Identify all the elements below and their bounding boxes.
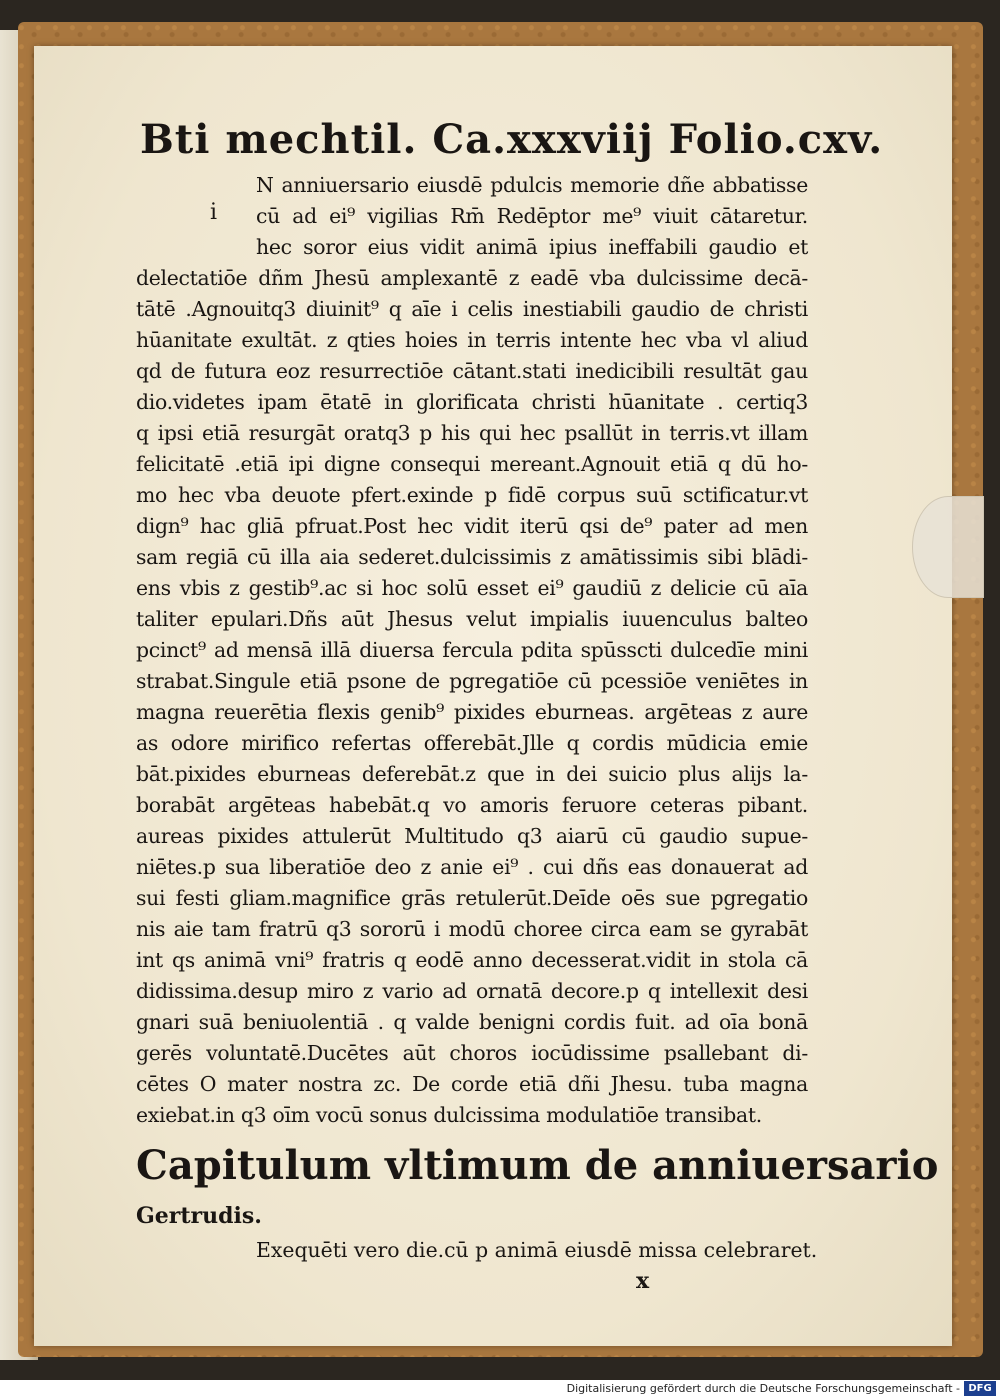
text-line: int qs animā vni⁹ fratris q eodē anno decesserat.vidit in stola cā <box>136 948 808 972</box>
text-line: borabāt argēteas habebāt.q vo amoris feruore ceteras pibant. <box>136 793 808 817</box>
text-line: delectatiōe dñm Jhesū amplexantē z eadē vba dulcissime decā- <box>136 266 808 290</box>
final-text-line: Exequēti vero die.cū p animā eiusdē missa celebraret. <box>256 1238 818 1262</box>
text-line: taliter epulari.Dñs aūt Jhesus velut impialis iuuenculus balteo <box>136 607 808 631</box>
text-line: dign⁹ hac gliā pfruat.Post hec vidit iterū qsi de⁹ pater ad men <box>136 514 808 538</box>
text-line: cētes O mater nostra zc. De corde etiā dñi Jhesu. tuba magna <box>136 1072 808 1096</box>
text-line: nis aie tam fratrū q3 sororū i modū choree circa eam se gyrabāt <box>136 917 808 941</box>
text-line: niētes.p sua liberatiōe deo z anie ei⁹ . cui dñs eas donauerat ad <box>136 855 808 879</box>
body-text <box>136 170 808 1131</box>
signature-mark: x <box>636 1268 650 1294</box>
text-line: mo hec vba deuote pfert.exinde p fidē corpus suū sctificatur.vt <box>136 483 808 507</box>
text-line: cū ad ei⁹ vigilias Rm̄ Redēptor me⁹ viuit cātaretur. <box>256 204 808 228</box>
text-line: dio.videtes ipam ētatē in glorificata christi hūanitate . certiq3 <box>136 390 808 414</box>
text-line: sui festi gliam.magnifice grās retulerūt.Deīde oēs sue pgregatio <box>136 886 808 910</box>
dfg-logo: DFG <box>964 1381 996 1396</box>
text-line: ens vbis z gestib⁹.ac si hoc solū esset ei⁹ gaudiū z delicie cū aīa <box>136 576 808 600</box>
drop-initial: i <box>210 200 218 225</box>
text-line: felicitatē .etiā ipi digne consequi mereant.Agnouit etiā q dū ho- <box>136 452 808 476</box>
text-line: q ipsi etiā resurgāt oratq3 p his qui hec psallūt in terris.vt illam <box>136 421 808 445</box>
text-line: gnari suā beniuolentiā . q valde benigni cordis fuit. ad oīa bonā <box>136 1010 808 1034</box>
text-line: hec soror eius vidit animā ipius ineffabili gaudio et <box>256 235 808 259</box>
chapter-subtitle: Gertrudis. <box>136 1203 262 1229</box>
text-line: exiebat.in q3 oīm vocū sonus dulcissima modulatiōe transibat. <box>136 1103 762 1127</box>
text-line: N anniuersario eiusdē pdulcis memorie dñe abbatisse <box>256 173 808 197</box>
text-line: qd de futura eoz resurrectiōe cātant.stati inedicibili resultāt gau <box>136 359 808 383</box>
text-line: strabat.Singule etiā psone de pgregatiōe cū pcessiōe veniētes in <box>136 669 808 693</box>
chapter-title: Capitulum vltimum de anniuersario <box>136 1142 939 1189</box>
text-line: as odore mirifico refertas offerebāt.Jlle q cordis mūdicia emie <box>136 731 808 755</box>
text-line: sam regiā cū illa aia sederet.dulcissimis z amātissimis sibi blādi- <box>136 545 808 569</box>
text-line: didissima.desup miro z vario ad ornatā decore.p q intellexit desi <box>136 979 808 1003</box>
page-clip <box>912 496 984 598</box>
running-header: Bti mechtil. Ca.xxxviij Folio.cxv. <box>140 116 884 163</box>
text-block <box>136 110 939 1295</box>
text-line: pcinct⁹ ad mensā illā diuersa fercula pdita spūsscti dulcedīe mini <box>136 638 808 662</box>
text-line: magna reuerētia flexis genib⁹ pixides eburneas. argēteas z aure <box>136 700 808 724</box>
text-line: gerēs voluntatē.Ducētes aūt choros iocūdissime psallebant di- <box>136 1041 808 1065</box>
text-line: aureas pixides attulerūt Multitudo q3 aiarū cū gaudio supue- <box>136 824 808 848</box>
text-line: bāt.pixides eburneas deferebāt.z que in dei suicio plus alijs la- <box>136 762 808 786</box>
footer-credit: Digitalisierung gefördert durch die Deutsche Forschungsgemeinschaft - <box>566 1382 960 1395</box>
text-line: tātē .Agnouitq3 diuinit⁹ q aīe i celis inestiabili gaudio de christi <box>136 297 808 321</box>
footer-bar <box>0 1380 1000 1399</box>
text-line: hūanitate exultāt. z qties hoies in terris intente hec vba vl aliud <box>136 328 808 352</box>
